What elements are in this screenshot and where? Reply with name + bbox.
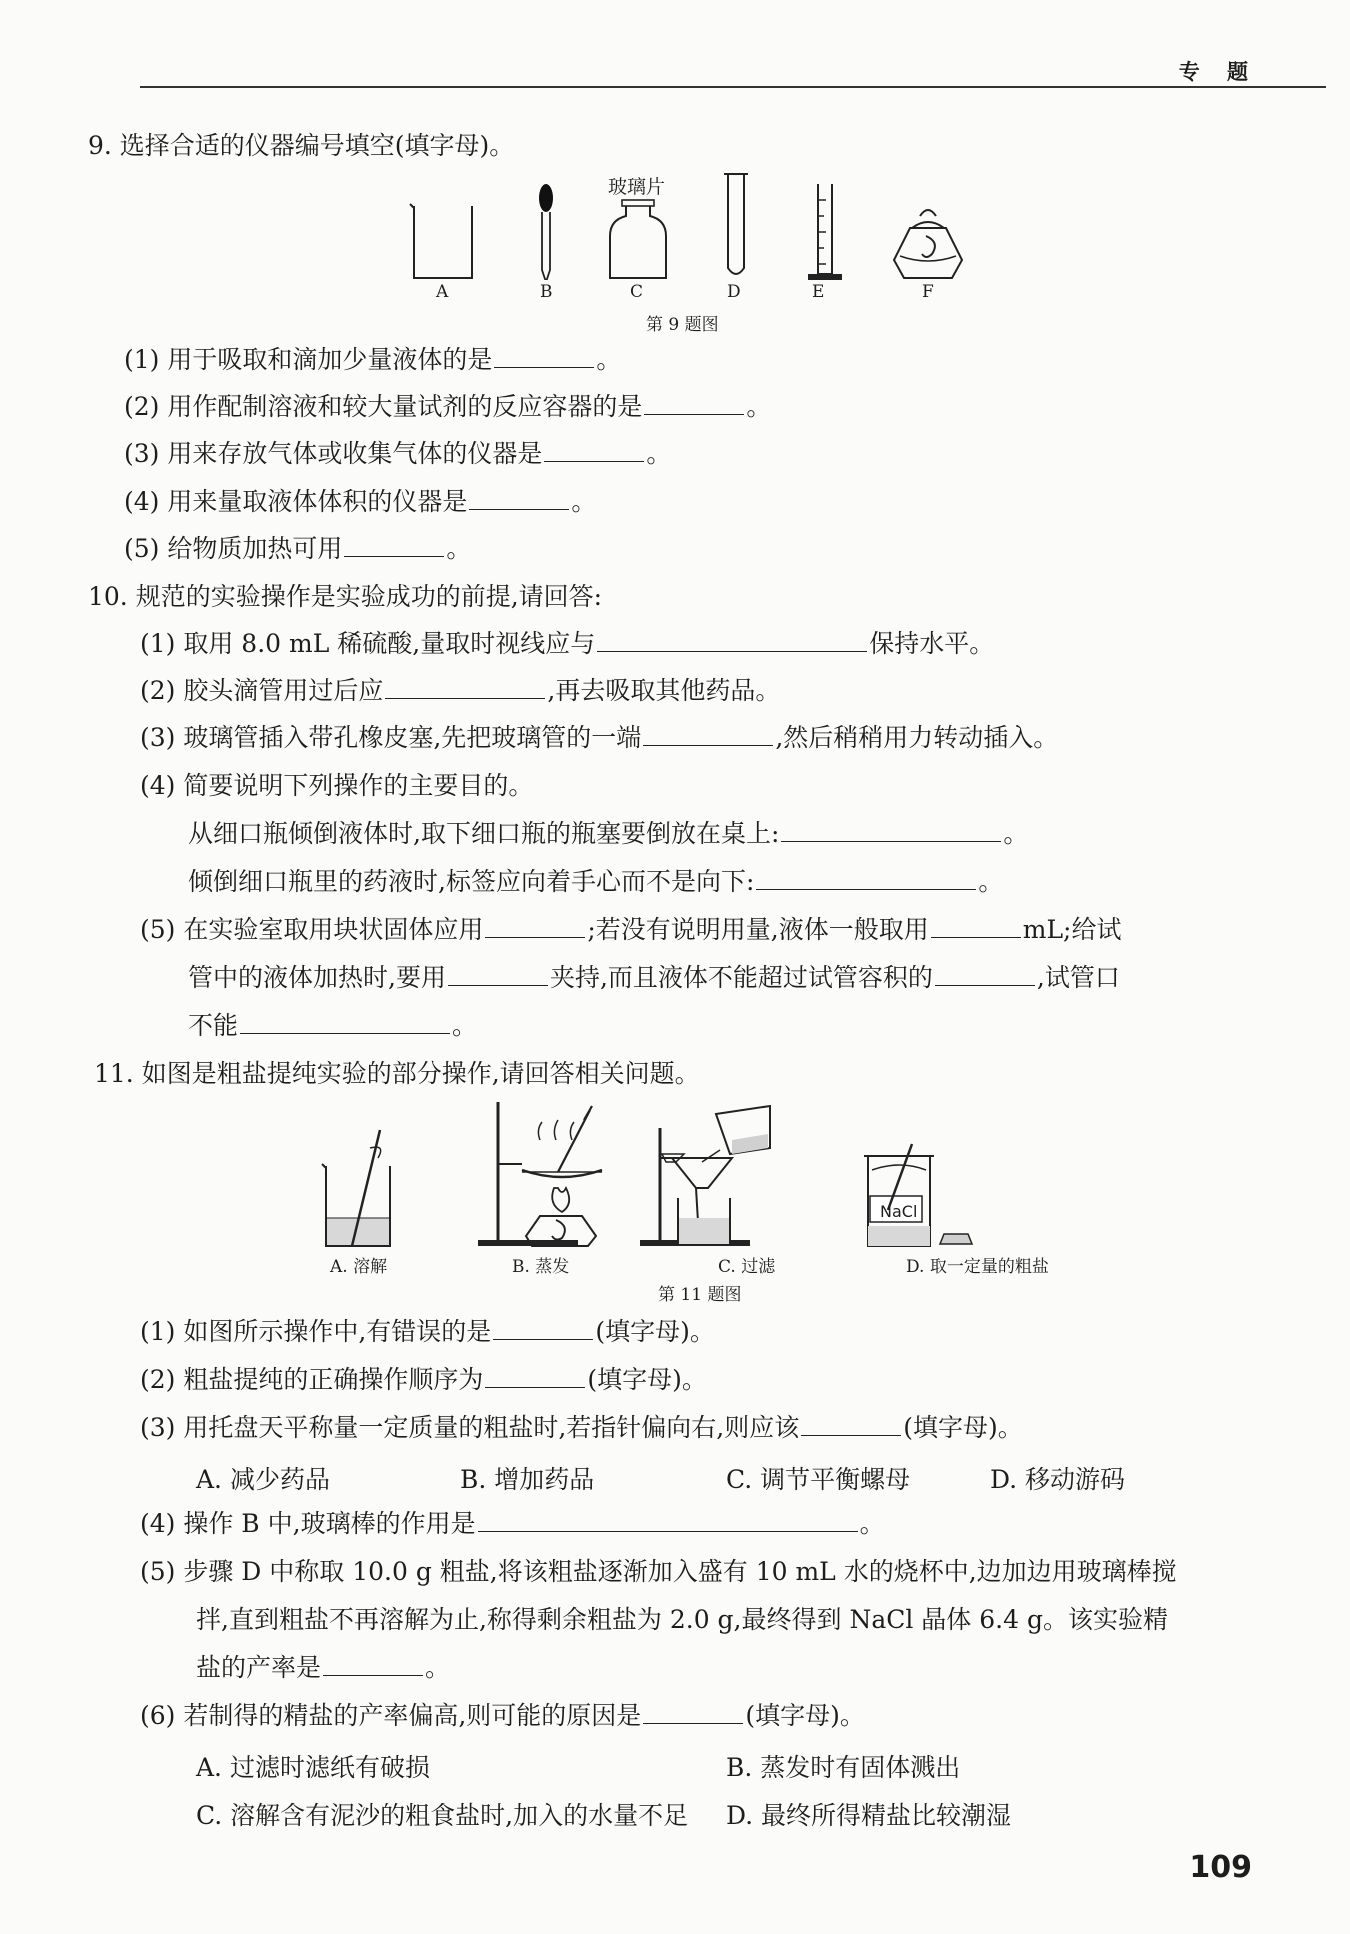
q11-3-option-c[interactable]: C. 调节平衡螺母 <box>726 1465 911 1494</box>
q11-label-b: B. 蒸发 <box>512 1257 570 1277</box>
evaporation-setup <box>478 1102 602 1246</box>
q10-line-4b: 倾倒细口瓶里的药液时,标签应向着手心而不是向下: 。 <box>188 867 1004 896</box>
q10-line-3: (3) 玻璃管插入带孔橡皮塞,先把玻璃管的一端 ,然后稍稍用力转动插入。 <box>140 723 1059 752</box>
q9-item-2: (2) 用作配制溶液和较大量试剂的反应容器的是 。 <box>124 392 772 421</box>
q11-line-5b: 拌,直到粗盐不再溶解为止,称得剩余粗盐为 2.0 g,最终得到 NaCl 晶体 6.4 g。该实验精 <box>196 1605 1168 1634</box>
answer-blank[interactable] <box>756 867 976 890</box>
answer-blank[interactable] <box>240 1011 450 1034</box>
dissolve-setup <box>322 1130 390 1246</box>
answer-blank[interactable] <box>781 819 1001 842</box>
page-header <box>0 0 1350 90</box>
q9-label-a: A <box>436 282 449 302</box>
answer-blank[interactable] <box>485 1365 585 1388</box>
answer-blank[interactable] <box>644 392 744 415</box>
q10-line-4: (4) 简要说明下列操作的主要目的。 <box>140 771 534 800</box>
answer-blank[interactable] <box>478 1509 858 1532</box>
cylinder-e <box>808 184 842 280</box>
answer-blank[interactable] <box>931 915 1021 938</box>
q9-caption: 第 9 题图 <box>646 315 719 335</box>
answer-blank[interactable] <box>448 963 548 986</box>
q9-item-3: (3) 用来存放气体或收集气体的仪器是 。 <box>124 439 672 468</box>
answer-blank[interactable] <box>544 439 644 462</box>
dropper-b <box>539 184 553 280</box>
q11-stem: 11. 如图是粗盐提纯实验的部分操作,请回答相关问题。 <box>94 1059 700 1088</box>
answer-blank[interactable] <box>469 487 569 510</box>
q10-stem: 10. 规范的实验操作是实验成功的前提,请回答: <box>88 582 603 611</box>
q9-label-d: D <box>727 282 741 302</box>
q10-line-5b: 管中的液体加热时,要用 夹持,而且液体不能超过试管容积的 ,试管口 <box>188 963 1120 992</box>
q10-line-1: (1) 取用 8.0 mL 稀硫酸,量取时视线应与 保持水平。 <box>140 629 995 658</box>
q11-line-3: (3) 用托盘天平称量一定质量的粗盐时,若指针偏向右,则应该 (填字母)。 <box>140 1413 1023 1442</box>
gas-bottle-c <box>610 200 666 278</box>
test-tube-d <box>728 174 744 274</box>
answer-blank[interactable] <box>643 1701 743 1724</box>
header-title: 专 题 <box>1178 60 1258 84</box>
answer-blank[interactable] <box>385 676 545 699</box>
answer-blank[interactable] <box>485 915 585 938</box>
answer-blank[interactable] <box>493 1317 593 1340</box>
answer-blank[interactable] <box>344 534 444 557</box>
q11-line-1: (1) 如图所示操作中,有错误的是 (填字母)。 <box>140 1317 715 1346</box>
nacl-label: NaCl <box>880 1202 918 1221</box>
q9-label-f: F <box>922 282 934 302</box>
q11-label-d: D. 取一定量的粗盐 <box>906 1257 1049 1277</box>
q9-figure <box>400 170 980 280</box>
q11-caption: 第 11 题图 <box>658 1285 742 1305</box>
q11-line-2: (2) 粗盐提纯的正确操作顺序为 (填字母)。 <box>140 1365 707 1394</box>
q11-label-c: C. 过滤 <box>718 1257 776 1277</box>
answer-blank[interactable] <box>935 963 1035 986</box>
q11-3-option-d[interactable]: D. 移动游码 <box>990 1465 1126 1494</box>
q9-top-label: 玻璃片 <box>608 176 666 198</box>
q9-label-b: B <box>540 282 553 302</box>
q11-line-5a: (5) 步骤 D 中称取 10.0 g 粗盐,将该粗盐逐渐加入盛有 10 mL 水的烧杯中,边加边用玻璃棒搅 <box>140 1557 1177 1586</box>
q9-label-e: E <box>812 282 825 302</box>
q11-3-option-b[interactable]: B. 增加药品 <box>460 1465 595 1494</box>
answer-blank[interactable] <box>801 1413 901 1436</box>
q10-line-2: (2) 胶头滴管用过后应 ,再去吸取其他药品。 <box>140 676 781 705</box>
q11-6-option-a[interactable]: A. 过滤时滤纸有破损 <box>196 1753 430 1782</box>
q9-item-1: (1) 用于吸取和滴加少量液体的是 。 <box>124 345 622 374</box>
answer-blank[interactable] <box>643 723 773 746</box>
q11-line-5c: 盐的产率是 。 <box>196 1653 451 1682</box>
q11-6-option-d[interactable]: D. 最终所得精盐比较潮湿 <box>726 1801 1012 1830</box>
q9-item-4: (4) 用来量取液体体积的仪器是 。 <box>124 487 597 516</box>
beaker-a <box>414 206 472 278</box>
q11-3-option-a[interactable]: A. 减少药品 <box>196 1465 330 1494</box>
q11-line-4: (4) 操作 B 中,玻璃棒的作用是 。 <box>140 1509 885 1538</box>
page-number: 109 <box>1189 1850 1252 1885</box>
q9-item-5: (5) 给物质加热可用 。 <box>124 534 472 563</box>
header-rule <box>140 86 1326 88</box>
q10-line-5c: 不能 。 <box>188 1011 478 1040</box>
answer-blank[interactable] <box>323 1653 423 1676</box>
answer-blank[interactable] <box>494 345 594 368</box>
q10-line-5a: (5) 在实验室取用块状固体应用 ;若没有说明用量,液体一般取用 mL;给试 <box>140 915 1122 944</box>
q11-line-6: (6) 若制得的精盐的产率偏高,则可能的原因是 (填字母)。 <box>140 1701 865 1730</box>
q11-6-option-c[interactable]: C. 溶解含有泥沙的粗食盐时,加入的水量不足 <box>196 1801 689 1830</box>
q11-figure <box>300 1100 1080 1250</box>
q10-line-4a: 从细口瓶倾倒液体时,取下细口瓶的瓶塞要倒放在桌上: 。 <box>188 819 1029 848</box>
filtration-setup <box>640 1106 770 1246</box>
answer-blank[interactable] <box>597 629 867 652</box>
q11-6-option-b[interactable]: B. 蒸发时有固体溅出 <box>726 1753 961 1782</box>
q11-label-a: A. 溶解 <box>330 1257 388 1277</box>
q9-stem: 9. 选择合适的仪器编号填空(填字母)。 <box>88 131 515 160</box>
q9-label-c: C <box>630 282 644 302</box>
take-salt-setup <box>864 1144 972 1246</box>
alcohol-lamp-f <box>894 210 962 278</box>
